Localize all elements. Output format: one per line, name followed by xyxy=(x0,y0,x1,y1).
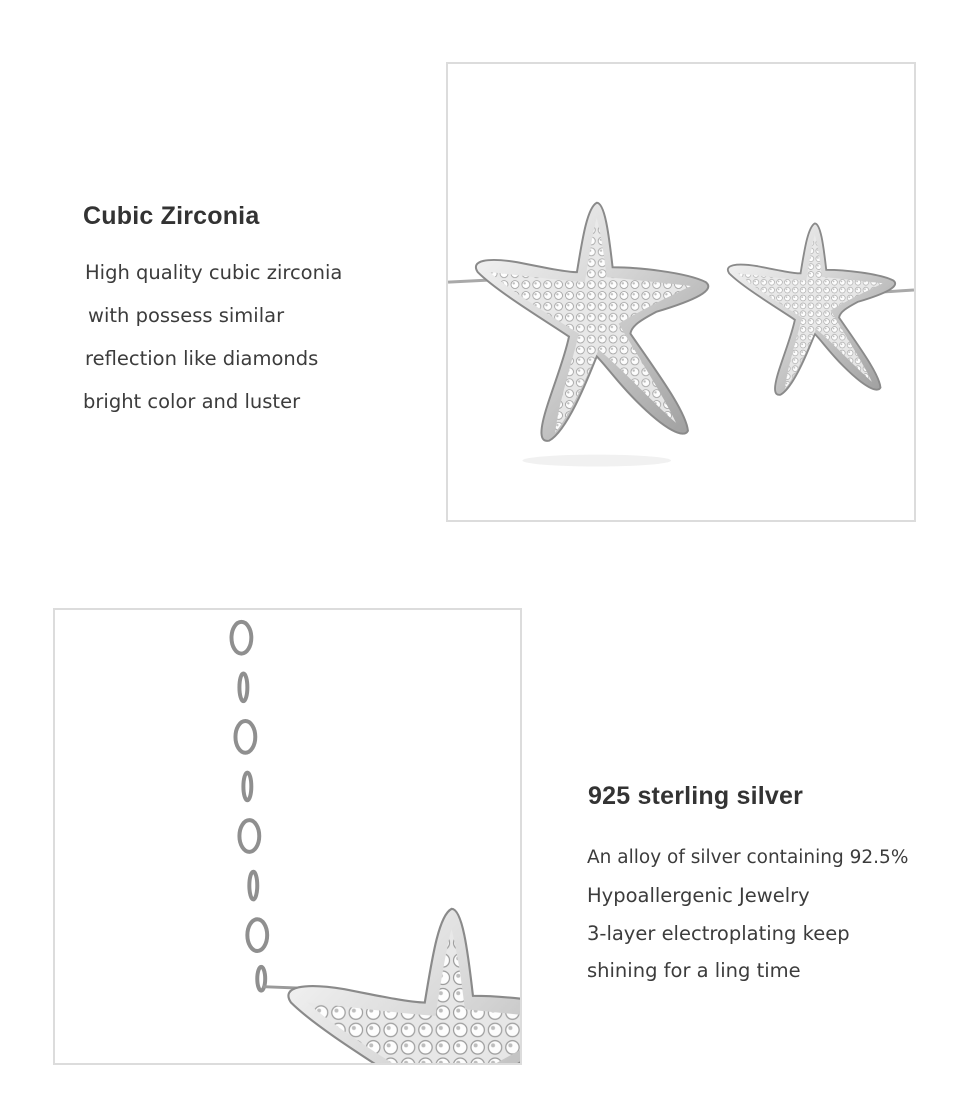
chain xyxy=(231,622,267,991)
starfish-chain-icon xyxy=(55,610,520,1063)
feature-description-line: An alloy of silver containing 92.5% xyxy=(587,847,909,868)
feature-description xyxy=(587,836,908,992)
feature-description xyxy=(85,251,342,423)
starfish-large xyxy=(476,203,708,441)
product-image-starfish-pair xyxy=(446,62,916,522)
feature-heading: Cubic Zirconia xyxy=(83,202,260,230)
feature-description-line: Hypoallergenic Jewelry xyxy=(587,884,810,907)
feature-description-line: reflection like diamonds xyxy=(85,347,319,370)
feature-description-line: 3-layer electroplating keep xyxy=(587,922,850,945)
product-image-starfish-chain xyxy=(53,608,522,1065)
starfish-small xyxy=(728,223,895,394)
feature-description-line: shining for a ling time xyxy=(587,959,801,982)
feature-description-line: with possess similar xyxy=(88,304,285,327)
feature-heading: 925 sterling silver xyxy=(588,782,804,810)
starfish-cropped xyxy=(288,909,520,1063)
feature-description-line: High quality cubic zirconia xyxy=(85,261,343,284)
feature-description-line: bright color and luster xyxy=(83,390,301,413)
feature-section-sterling-silver xyxy=(0,560,959,1103)
starfish-pair-icon xyxy=(448,64,914,520)
